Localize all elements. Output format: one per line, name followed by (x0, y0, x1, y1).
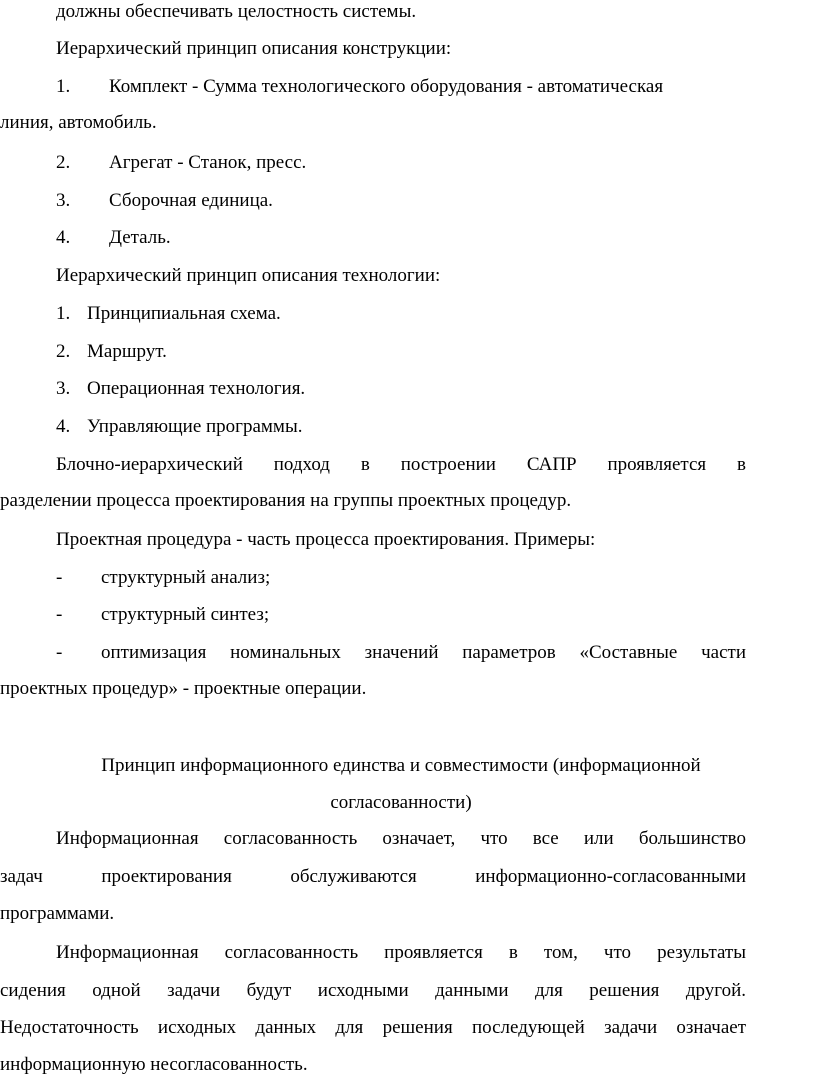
list-item-text: Маршрут. (87, 341, 167, 362)
paragraph-line: Недостаточность исходных данных для решения последующей задачи означает (0, 1017, 746, 1038)
list-item-text: Агрегат - Станок, пресс. (109, 152, 307, 173)
list-item-text: структурный синтез; (101, 604, 270, 625)
paragraph-line: программами. (0, 903, 115, 924)
dash-bullet: - (56, 604, 63, 625)
list-item-number: 2. (56, 341, 71, 362)
dash-bullet: - (56, 567, 63, 588)
list-item-number: 3. (56, 378, 71, 399)
list-item-continuation: проектных процедур» - проектные операции. (0, 678, 367, 699)
paragraph-line: задач проектирования обслуживаются информационно-согласованными (0, 866, 746, 887)
paragraph-line: разделении процесса проектирования на группы проектных процедур. (0, 490, 572, 511)
list-item-continuation: линия, автомобиль. (0, 112, 157, 133)
section-heading-line: Принцип информационного единства и совместимости (информационной (101, 755, 701, 776)
text-line: должны обеспечивать целостность системы. (56, 1, 417, 22)
list-item-text: Операционная технология. (87, 378, 306, 399)
construction-heading: Иерархический принцип описания конструкции: (56, 38, 452, 59)
list-item-number: 2. (56, 152, 71, 173)
list-item-number: 4. (56, 227, 71, 248)
list-item-text: структурный анализ; (101, 567, 271, 588)
list-item-text: Управляющие программы. (87, 416, 303, 437)
paragraph-line: Проектная процедура - часть процесса проектирования. Примеры: (56, 529, 596, 550)
paragraph-line: Информационная согласованность означает, что все или большинство (56, 828, 746, 849)
dash-bullet: - (56, 642, 63, 663)
paragraph-line: сидения одной задачи будут исходными данными для решения другой. (0, 980, 746, 1001)
section-heading-line: согласованности) (330, 792, 472, 813)
list-item-number: 3. (56, 190, 71, 211)
paragraph-line: Блочно-иерархический подход в построении САПР проявляется в (56, 454, 746, 475)
list-item-text: Сборочная единица. (109, 190, 273, 211)
list-item-text: Комплект - Сумма технологического оборудования - автоматическая (109, 76, 664, 97)
paragraph-line: информационную несогласованность. (0, 1054, 308, 1075)
list-item-text: Деталь. (109, 227, 171, 248)
paragraph-line: Информационная согласованность проявляется в том, что результаты (56, 942, 746, 963)
list-item-number: 1. (56, 303, 71, 324)
list-item-number: 4. (56, 416, 71, 437)
list-item-number: 1. (56, 76, 71, 97)
list-item-text: оптимизация номинальных значений параметров «Составные части (101, 642, 746, 663)
list-item-text: Принципиальная схема. (87, 303, 281, 324)
technology-heading: Иерархический принцип описания технологии: (56, 265, 441, 286)
